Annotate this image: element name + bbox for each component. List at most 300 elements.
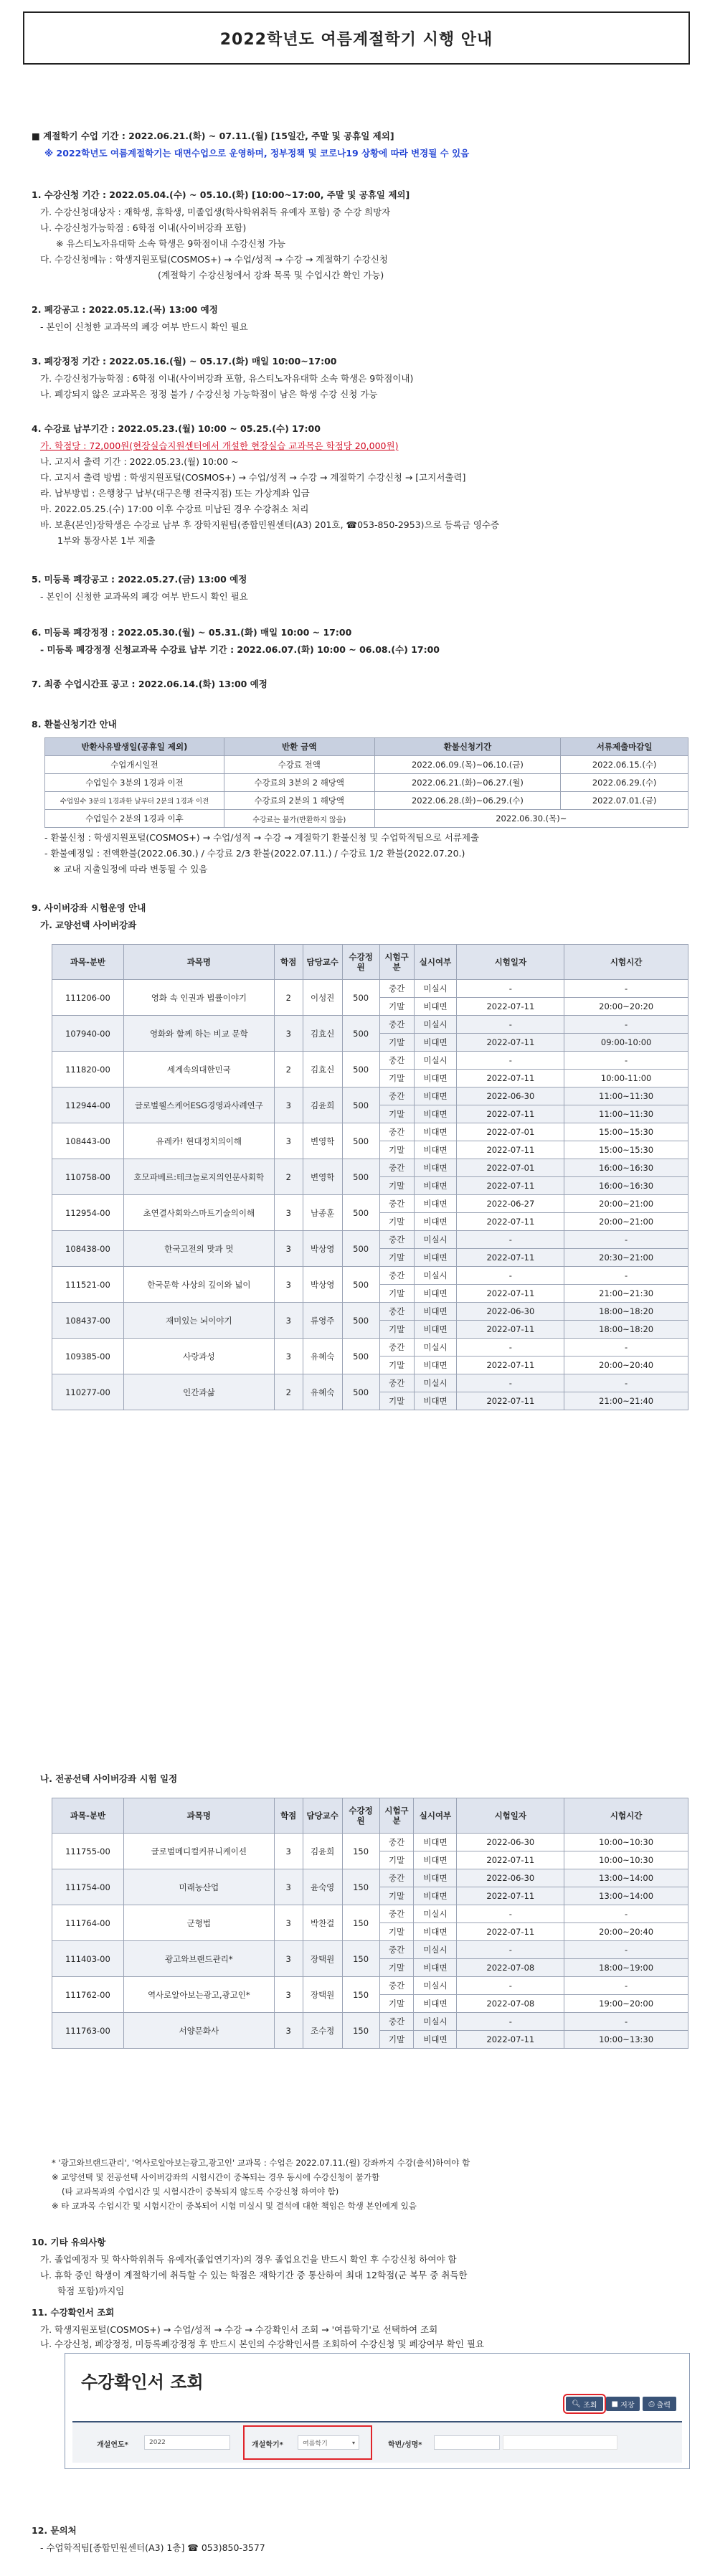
- course-name: 초연결사회와스마트기술의이해: [123, 1195, 274, 1231]
- refund-cell: 수업일수 2분의 1경과 이후: [45, 810, 224, 828]
- exam-status: 비대면: [414, 1321, 457, 1339]
- exam-time: -: [564, 1016, 688, 1034]
- refund-cell: 2022.06.29.(수): [561, 774, 688, 792]
- refund-cell: 2022.07.01.(금): [561, 792, 688, 810]
- term-select[interactable]: [298, 2435, 359, 2450]
- course-name: 영화와 함께 하는 비교 문학: [123, 1016, 274, 1052]
- exam-date: -: [457, 980, 564, 998]
- refund-cell: 수강료는 불가(반환하지 않음): [224, 810, 374, 828]
- s9-note-4: ※ 타 교과목 수업시간 및 시험시간이 중복되어 시험 미실시 및 결석에 대한 책임은 학생 본인에게 있음: [52, 2201, 417, 2211]
- course-professor: 김윤희: [303, 1088, 342, 1123]
- exam-type: 중간: [379, 1977, 414, 1995]
- course-code: 111755-00: [52, 1834, 124, 1869]
- exam-type: 중간: [379, 2013, 414, 2031]
- exam-status: 비대면: [414, 1195, 457, 1213]
- exam-time: 20:00~20:20: [564, 998, 688, 1016]
- enrollment-confirmation-window: [65, 2353, 690, 2469]
- course-code: 111521-00: [52, 1267, 124, 1303]
- s6-heading: 6. 미등록 폐강정정 : 2022.05.30.(월) ~ 05.31.(화) 매일 10:00 ~ 17:00: [32, 627, 352, 638]
- s4-item-d: 라. 납부방법 : 은행창구 납부(대구은행 전국지점) 또는 가상계좌 입금: [40, 488, 310, 499]
- course-code: 111403-00: [52, 1941, 124, 1977]
- course-col-header: 과목명: [123, 945, 274, 980]
- year-label: 개설연도*: [97, 2441, 128, 2449]
- course-capacity: 150: [342, 1941, 379, 1977]
- course-professor: 박상영: [303, 1267, 342, 1303]
- print-button[interactable]: [643, 2397, 676, 2411]
- course-credit: 3: [274, 1123, 303, 1159]
- exam-date: 2022-06-30: [457, 1088, 564, 1105]
- course-professor: 김효신: [303, 1052, 342, 1088]
- course-col-header: 시험구분: [379, 1798, 414, 1834]
- exam-date: -: [457, 2013, 564, 2031]
- course-col-header: 시험일자: [457, 945, 564, 980]
- s4-item-f: 바. 보훈(본인)장학생은 수강료 납부 후 장학지원팀(종합민원센터(A3) 201호, ☎053-850-2953)으로 등록금 영수증: [40, 519, 500, 530]
- exam-date: -: [457, 1374, 564, 1392]
- course-col-header: 과목-분반: [52, 1798, 124, 1834]
- exam-date: 2022-07-01: [457, 1123, 564, 1141]
- course-credit: 3: [274, 2013, 303, 2049]
- exam-type: 중간: [379, 1905, 414, 1923]
- s2-heading: 2. 폐강공고 : 2022.05.12.(목) 13:00 예정: [32, 304, 218, 315]
- course-capacity: 150: [342, 1977, 379, 2013]
- exam-type: 기말: [379, 1070, 414, 1088]
- major-cyber-body: [52, 1798, 688, 2049]
- exam-date: 2022-07-11: [457, 1177, 564, 1195]
- exam-status: 비대면: [414, 1105, 457, 1123]
- course-name: 유레카! 현대정치의이해: [123, 1123, 274, 1159]
- course-name: 광고와브랜드관리*: [123, 1941, 274, 1977]
- course-name: 글로벌웰스케어ESG경영과사례연구: [123, 1088, 274, 1123]
- course-row: [52, 1941, 688, 1959]
- search-icon: 🔍︎: [572, 2400, 581, 2408]
- course-col-header: 실시여부: [414, 1798, 457, 1834]
- year-field[interactable]: 2022: [144, 2435, 230, 2450]
- course-professor: 박상영: [303, 1231, 342, 1267]
- course-code: 111754-00: [52, 1869, 124, 1905]
- course-professor: 남종훈: [303, 1195, 342, 1231]
- exam-type: 중간: [379, 1123, 414, 1141]
- course-table-header: [52, 945, 688, 980]
- exam-time: 19:00~20:00: [564, 1995, 688, 2013]
- course-code: 107940-00: [52, 1016, 124, 1052]
- exam-status: 비대면: [414, 1177, 457, 1195]
- s9-heading: 9. 사이버강좌 시험운영 안내: [32, 902, 146, 913]
- course-name: 호모파베르:테크놀로지의인문사회학: [123, 1159, 274, 1195]
- window-title: 수강확인서 조회: [81, 2372, 204, 2392]
- exam-time: 13:00~14:00: [564, 1887, 688, 1905]
- exam-type: 기말: [379, 1887, 414, 1905]
- exam-date: -: [457, 1941, 564, 1959]
- exam-date: 2022-06-30: [457, 1303, 564, 1321]
- s8-note-2: - 환불예정일 : 전액환불(2022.06.30.) / 수강료 2/3 환불(2022.07.11.) / 수강료 1/2 환불(2022.07.20.): [44, 848, 465, 859]
- exam-time: -: [564, 1231, 688, 1249]
- exam-status: 비대면: [414, 1070, 457, 1088]
- exam-status: 비대면: [414, 1869, 457, 1887]
- course-credit: 3: [274, 1977, 303, 2013]
- refund-row: [45, 756, 688, 774]
- course-row: [52, 1977, 688, 1995]
- exam-status: 미실시: [414, 1905, 457, 1923]
- exam-date: 2022-07-11: [457, 1034, 564, 1052]
- exam-status: 미실시: [414, 1231, 457, 1249]
- exam-time: 18:00~18:20: [564, 1321, 688, 1339]
- s1-item-b-note: ※ 유스티노자유대학 소속 학생은 9학점이내 수강신청 가능: [56, 238, 285, 249]
- course-name: 한국고전의 맛과 멋: [123, 1231, 274, 1267]
- exam-date: 2022-07-11: [457, 1070, 564, 1088]
- course-capacity: 500: [342, 1339, 379, 1374]
- save-button[interactable]: [606, 2397, 640, 2411]
- exam-type: 중간: [379, 1339, 414, 1357]
- exam-time: -: [564, 1374, 688, 1392]
- student-id-field[interactable]: [434, 2435, 500, 2450]
- course-row: [52, 1869, 688, 1887]
- s10-item-a: 가. 졸업예정자 및 학사학위취득 유예자(졸업연기자)의 경우 졸업요건을 반드시 확인 후 수강신청 하여야 함: [40, 2254, 457, 2265]
- s11-heading: 11. 수강확인서 조회: [32, 2307, 115, 2318]
- exam-type: 중간: [379, 980, 414, 998]
- course-col-header: 실시여부: [414, 945, 457, 980]
- exam-date: 2022-07-11: [457, 1392, 564, 1410]
- course-professor: 이성진: [303, 980, 342, 1016]
- exam-date: -: [457, 1905, 564, 1923]
- major-cyber-table: [52, 1798, 688, 2049]
- exam-date: 2022-07-11: [457, 1213, 564, 1231]
- exam-status: 비대면: [414, 1213, 457, 1231]
- print-icon: ⎙: [648, 2400, 655, 2408]
- course-capacity: 500: [342, 1267, 379, 1303]
- term-period: ■ 계절학기 수업 기간 : 2022.06.21.(화) ~ 07.11.(월) [15일간, 주말 및 공휴일 제외]: [32, 131, 394, 141]
- s7-heading: 7. 최종 수업시간표 공고 : 2022.06.14.(화) 13:00 예정: [32, 679, 268, 689]
- search-form: [72, 2421, 682, 2463]
- exam-type: 기말: [379, 1141, 414, 1159]
- course-credit: 2: [274, 1374, 303, 1410]
- exam-date: 2022-07-11: [457, 1321, 564, 1339]
- exam-status: 비대면: [414, 1249, 457, 1267]
- exam-status: 비대면: [414, 1088, 457, 1105]
- refund-cell: 수강료의 3분의 2 해당액: [224, 774, 374, 792]
- exam-status: 비대면: [414, 2031, 457, 2049]
- course-professor: 유혜숙: [303, 1339, 342, 1374]
- course-col-header: 시험일자: [457, 1798, 564, 1834]
- refund-col: 환불신청기간: [374, 738, 561, 756]
- course-name: 재미있는 뇌이야기: [123, 1303, 274, 1339]
- exam-type: 기말: [379, 1851, 414, 1869]
- course-col-header: 담당교수: [303, 1798, 342, 1834]
- s4-item-a: 가. 학점당 : 72,000원(현장실습지원센터에서 개설한 현장실습 교과목은 학점당 20,000원): [40, 440, 399, 451]
- exam-time: 15:00~15:30: [564, 1141, 688, 1159]
- course-code: 111763-00: [52, 2013, 124, 2049]
- course-table-header: [52, 1798, 688, 1834]
- s3-heading: 3. 폐강정정 기간 : 2022.05.16.(월) ~ 05.17.(화) 매일 10:00~17:00: [32, 356, 337, 367]
- s11-item-b: 나. 수강신청, 폐강정정, 미등록폐강정정 후 반드시 본인의 수강확인서를 조회하여 수강신청 및 폐강여부 확인 필요: [40, 2339, 485, 2349]
- course-credit: 3: [274, 1905, 303, 1941]
- exam-type: 중간: [379, 1834, 414, 1851]
- course-name: 사랑과성: [123, 1339, 274, 1374]
- s10-heading: 10. 기타 유의사항: [32, 2237, 106, 2247]
- exam-type: 기말: [379, 1923, 414, 1941]
- course-capacity: 500: [342, 980, 379, 1016]
- s4-item-e: 마. 2022.05.25.(수) 17:00 이후 수강료 미납된 경우 수강취소 처리: [40, 504, 309, 514]
- exam-status: 미실시: [414, 1977, 457, 1995]
- exam-time: 10:00~10:30: [564, 1834, 688, 1851]
- exam-time: 20:00~20:40: [564, 1357, 688, 1374]
- exam-time: 20:30~21:00: [564, 1249, 688, 1267]
- course-row: [52, 2013, 688, 2031]
- exam-status: 비대면: [414, 1034, 457, 1052]
- s1-item-c-note: (계절학기 수강신청에서 강좌 목록 및 수업시간 확인 가능): [158, 270, 384, 280]
- course-row: [52, 1195, 688, 1213]
- s9-note-2: ※ 교양선택 및 전공선택 사이버강좌의 시험시간이 중복되는 경우 동시에 수강신청이 불가함: [52, 2172, 380, 2182]
- course-capacity: 500: [342, 1123, 379, 1159]
- course-name: 인간과삶: [123, 1374, 274, 1410]
- exam-status: 비대면: [414, 1923, 457, 1941]
- course-col-header: 학점: [274, 945, 303, 980]
- exam-type: 기말: [379, 1034, 414, 1052]
- course-code: 108437-00: [52, 1303, 124, 1339]
- course-row: [52, 1159, 688, 1177]
- refund-row: [45, 792, 688, 810]
- exam-type: 중간: [379, 1088, 414, 1105]
- exam-time: 10:00~10:30: [564, 1851, 688, 1869]
- exam-date: 2022-07-08: [457, 1959, 564, 1977]
- course-capacity: 150: [342, 1834, 379, 1869]
- course-row: [52, 1267, 688, 1285]
- exam-date: -: [457, 1231, 564, 1249]
- exam-date: -: [457, 1339, 564, 1357]
- course-credit: 3: [274, 1339, 303, 1374]
- refund-cell: 2022.06.28.(화)~06.29.(수): [374, 792, 561, 810]
- course-capacity: 500: [342, 1303, 379, 1339]
- course-col-header: 과목-분반: [52, 945, 124, 980]
- exam-status: 비대면: [414, 1357, 457, 1374]
- exam-type: 기말: [379, 1177, 414, 1195]
- course-col-header: 시험구분: [379, 945, 414, 980]
- s9-sub-a: 가. 교양선택 사이버강좌: [40, 920, 137, 930]
- exam-date: 2022-07-11: [457, 998, 564, 1016]
- exam-date: 2022-07-11: [457, 2031, 564, 2049]
- exam-date: 2022-06-30: [457, 1834, 564, 1851]
- exam-time: -: [564, 1905, 688, 1923]
- course-credit: 3: [274, 1834, 303, 1869]
- course-credit: 3: [274, 1869, 303, 1905]
- refund-cell: 2022.06.30.(목)~: [374, 810, 688, 828]
- search-button[interactable]: [566, 2397, 602, 2411]
- course-col-header: 수강정원: [342, 1798, 379, 1834]
- s1-item-a: 가. 수강신청대상자 : 재학생, 휴학생, 미졸업생(학사학위취득 유예자 포함) 중 수강 희망자: [40, 207, 391, 217]
- refund-row: [45, 810, 688, 828]
- exam-time: -: [564, 1339, 688, 1357]
- course-credit: 3: [274, 1267, 303, 1303]
- s3-item-b: 나. 폐강되지 않은 교과목은 정정 불가 / 수강신청 가능학점이 남은 학생 수강 신청 가능: [40, 389, 378, 400]
- course-row: [52, 1123, 688, 1141]
- course-credit: 3: [274, 1303, 303, 1339]
- refund-row: [45, 774, 688, 792]
- exam-date: -: [457, 1267, 564, 1285]
- student-name-field[interactable]: [503, 2435, 617, 2450]
- exam-time: -: [564, 1267, 688, 1285]
- s9-note-3: (타 교과목과의 수업시간 및 시험시간이 중복되지 않도록 수강신청 하여야 함): [62, 2186, 339, 2197]
- s3-item-a: 가. 수강신청가능학점 : 6학점 이내(사이버강좌 포함, 유스티노자유대학 소속 학생은 9학점이내): [40, 373, 414, 384]
- exam-date: 2022-07-08: [457, 1995, 564, 2013]
- save-icon: ■: [611, 2400, 618, 2408]
- course-professor: 조수정: [303, 2013, 342, 2049]
- course-code: 111762-00: [52, 1977, 124, 2013]
- course-code: 112954-00: [52, 1195, 124, 1231]
- s5-item: - 본인이 신청한 교과목의 폐강 여부 반드시 확인 필요: [40, 591, 248, 602]
- refund-cell: 수강료 전액: [224, 756, 374, 774]
- course-name: 글로벌메디컬커뮤니케이션: [123, 1834, 274, 1869]
- refund-cell: 2022.06.15.(수): [561, 756, 688, 774]
- course-row: [52, 1231, 688, 1249]
- exam-time: 21:00~21:40: [564, 1392, 688, 1410]
- exam-date: -: [457, 1977, 564, 1995]
- s10-item-b: 나. 휴학 중인 학생이 계절학기에 취득할 수 있는 학점은 재학기간 중 통산하여 최대 12학점(군 복무 중 취득한: [40, 2270, 468, 2280]
- exam-time: 13:00~14:00: [564, 1869, 688, 1887]
- course-col-header: 학점: [274, 1798, 303, 1834]
- exam-date: 2022-07-11: [457, 1249, 564, 1267]
- s1-item-c: 다. 수강신청메뉴 : 학생지원포털(COSMOS+) → 수업/성적 → 수강 → 계절학기 수강신청: [40, 254, 388, 265]
- exam-type: 기말: [379, 1995, 414, 2013]
- course-name: 세계속의대한민국: [123, 1052, 274, 1088]
- course-code: 111820-00: [52, 1052, 124, 1088]
- course-professor: 류영주: [303, 1303, 342, 1339]
- exam-status: 미실시: [414, 2013, 457, 2031]
- course-capacity: 150: [342, 1869, 379, 1905]
- course-col-header: 시험시간: [564, 1798, 688, 1834]
- s8-note-3: ※ 교내 지출일정에 따라 변동될 수 있음: [53, 864, 208, 874]
- exam-time: 10:00-11:00: [564, 1070, 688, 1088]
- refund-col: 반환 금액: [224, 738, 374, 756]
- save-button-label: 저장: [620, 2401, 635, 2410]
- exam-status: 비대면: [414, 1285, 457, 1303]
- course-row: [52, 1088, 688, 1105]
- exam-type: 기말: [379, 2031, 414, 2049]
- course-capacity: 500: [342, 1088, 379, 1123]
- course-row: [52, 1303, 688, 1321]
- exam-status: 비대면: [414, 1959, 457, 1977]
- exam-type: 중간: [379, 1869, 414, 1887]
- exam-time: -: [564, 2013, 688, 2031]
- s8-note-1: - 환불신청 : 학생지원포털(COSMOS+) → 수업/성적 → 수강 → 계절학기 환불신청 및 수업학적팀으로 서류제출: [44, 832, 479, 843]
- exam-type: 중간: [379, 1052, 414, 1070]
- chevron-down-icon: ▾: [351, 2439, 355, 2446]
- general-cyber-body: [52, 945, 688, 1410]
- exam-type: 기말: [379, 998, 414, 1016]
- exam-type: 중간: [379, 1267, 414, 1285]
- refund-cell: 2022.06.09.(목)~06.10.(금): [374, 756, 561, 774]
- exam-date: 2022-06-27: [457, 1195, 564, 1213]
- exam-time: -: [564, 1941, 688, 1959]
- refund-cell: 수강료의 2분의 1 해당액: [224, 792, 374, 810]
- course-capacity: 150: [342, 2013, 379, 2049]
- exam-time: -: [564, 980, 688, 998]
- exam-type: 기말: [379, 1357, 414, 1374]
- exam-time: 09:00-10:00: [564, 1034, 688, 1052]
- course-col-header: 시험시간: [564, 945, 688, 980]
- exam-date: 2022-07-11: [457, 1141, 564, 1159]
- search-button-label: 조회: [583, 2401, 597, 2410]
- exam-status: 비대면: [414, 1141, 457, 1159]
- s11-item-a: 가. 학생지원포털(COSMOS+) → 수업/성적 → 수강 → 수강확인서 조회 → '여름학기'로 선택하여 조회: [40, 2324, 438, 2335]
- exam-type: 중간: [379, 1303, 414, 1321]
- exam-type: 기말: [379, 1285, 414, 1303]
- course-name: 영화 속 인권과 법률이야기: [123, 980, 274, 1016]
- exam-time: 18:00~19:00: [564, 1959, 688, 1977]
- exam-time: 15:00~15:30: [564, 1123, 688, 1141]
- page-title: 2022학년도 여름계절학기 시행 안내: [23, 11, 690, 65]
- exam-status: 비대면: [414, 1392, 457, 1410]
- exam-date: 2022-07-11: [457, 1923, 564, 1941]
- exam-status: 비대면: [414, 1303, 457, 1321]
- course-capacity: 500: [342, 1016, 379, 1052]
- course-professor: 김효신: [303, 1016, 342, 1052]
- course-credit: 3: [274, 1941, 303, 1977]
- s1-heading: 1. 수강신청 기간 : 2022.05.04.(수) ~ 05.10.(화) [10:00~17:00, 주말 및 공휴일 제외]: [32, 189, 410, 200]
- student-id-label: 학번/성명*: [388, 2441, 422, 2449]
- course-code: 111764-00: [52, 1905, 124, 1941]
- exam-status: 미실시: [414, 980, 457, 998]
- course-row: [52, 1374, 688, 1392]
- exam-type: 중간: [379, 1016, 414, 1034]
- course-capacity: 500: [342, 1195, 379, 1231]
- course-professor: 유혜숙: [303, 1374, 342, 1410]
- course-credit: 2: [274, 1159, 303, 1195]
- exam-status: 미실시: [414, 1941, 457, 1959]
- refund-cell: 수업일수 3분의 1경과한 날부터 2분의 1경과 이전: [45, 792, 224, 810]
- exam-date: 2022-07-11: [457, 1105, 564, 1123]
- refund-cell: 2022.06.21.(화)~06.27.(월): [374, 774, 561, 792]
- course-row: [52, 1016, 688, 1034]
- course-code: 111206-00: [52, 980, 124, 1016]
- exam-type: 기말: [379, 1105, 414, 1123]
- exam-type: 기말: [379, 1249, 414, 1267]
- course-credit: 2: [274, 980, 303, 1016]
- exam-time: 16:00~16:30: [564, 1159, 688, 1177]
- course-row: [52, 1905, 688, 1923]
- exam-status: 미실시: [414, 1052, 457, 1070]
- course-name: 미래농산업: [123, 1869, 274, 1905]
- course-name: 서양문화사: [123, 2013, 274, 2049]
- s4-item-b: 나. 고지서 출력 기간 : 2022.05.23.(월) 10:00 ~: [40, 456, 239, 467]
- exam-type: 중간: [379, 1941, 414, 1959]
- exam-type: 중간: [379, 1231, 414, 1249]
- course-col-header: 담당교수: [303, 945, 342, 980]
- course-credit: 3: [274, 1231, 303, 1267]
- term-select-value: 여름학기: [303, 2440, 328, 2448]
- exam-type: 기말: [379, 1213, 414, 1231]
- refund-cell: 수업개시일전: [45, 756, 224, 774]
- course-credit: 2: [274, 1052, 303, 1088]
- exam-time: 11:00~11:30: [564, 1088, 688, 1105]
- exam-time: -: [564, 1977, 688, 1995]
- course-row: [52, 980, 688, 998]
- course-code: 112944-00: [52, 1088, 124, 1123]
- refund-col: 반환사유발생일(공휴일 제외): [45, 738, 224, 756]
- course-name: 한국문학 사상의 깊이와 넓이: [123, 1267, 274, 1303]
- course-credit: 3: [274, 1088, 303, 1123]
- course-code: 108443-00: [52, 1123, 124, 1159]
- course-code: 110277-00: [52, 1374, 124, 1410]
- s12-item: - 수업학적팀[종합민원센터(A3) 1층] ☎ 053)850-3577: [40, 2542, 265, 2553]
- exam-type: 중간: [379, 1195, 414, 1213]
- exam-status: 미실시: [414, 1374, 457, 1392]
- s4-item-f-cont: 1부와 통장사본 1부 제출: [57, 535, 156, 546]
- exam-status: 미실시: [414, 1016, 457, 1034]
- s2-item: - 본인이 신청한 교과목의 폐강 여부 반드시 확인 필요: [40, 321, 248, 332]
- course-capacity: 150: [342, 1905, 379, 1941]
- course-professor: 윤숙영: [303, 1869, 342, 1905]
- exam-time: 20:00~21:00: [564, 1213, 688, 1231]
- course-name: 역사로알아보는광고,광고인*: [123, 1977, 274, 2013]
